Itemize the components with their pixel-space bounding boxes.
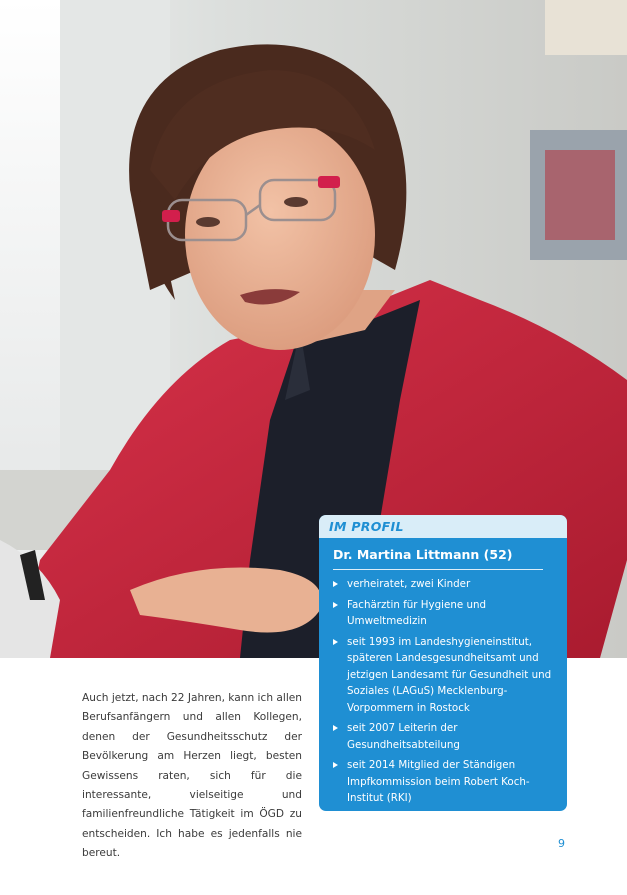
profile-list-item <box>333 576 557 593</box>
triangle-bullet-icon <box>333 602 338 608</box>
triangle-bullet-icon <box>333 725 338 731</box>
profile-item-text: seit 2014 Mitglied der Ständigen Impfkommission beim Robert Koch-Institut (RKI) <box>347 759 530 804</box>
profile-name: Dr. Martina Littmann (52) <box>333 547 513 562</box>
profile-item-text: seit 1993 im Landeshygieneinstitut, späteren Landesgesundheitsamt und jetzigen Landesamt für Gesundheit und Soziales (LAGuS) Mecklenburg-Vorpommern in Rostock <box>347 635 552 714</box>
profile-box <box>319 515 567 811</box>
profile-item-text: Fachärztin für Hygiene und Umweltmedizin <box>347 598 487 627</box>
triangle-bullet-icon <box>333 581 338 587</box>
article-body-text: Auch jetzt, nach 22 Jahren, kann ich allen Berufsanfängern und allen Kollegen, denen der Gesundheitsschutz der Bevölkerung am Herzen liegt, besten Gewissens raten, sich für die interessante, vielseitige und familienfreundliche Tätigkeit im ÖGD zu entscheiden. Ich habe es jedenfalls nie bereut. <box>82 692 303 860</box>
triangle-bullet-icon <box>333 762 338 768</box>
profile-divider <box>333 569 543 570</box>
profile-item-text: verheiratet, zwei Kinder <box>347 578 471 590</box>
profile-list <box>319 576 567 807</box>
profile-list-item <box>333 634 557 717</box>
profile-list-item <box>333 597 557 630</box>
profile-title: IM PROFIL <box>329 519 404 534</box>
profile-item-text: seit 2007 Leiterin der Gesundheitsabteilung <box>347 722 460 751</box>
page-number: 9 <box>558 837 565 850</box>
profile-list-item <box>333 720 557 753</box>
triangle-bullet-icon <box>333 639 338 645</box>
profile-header <box>319 515 567 538</box>
profile-list-item <box>333 757 557 807</box>
